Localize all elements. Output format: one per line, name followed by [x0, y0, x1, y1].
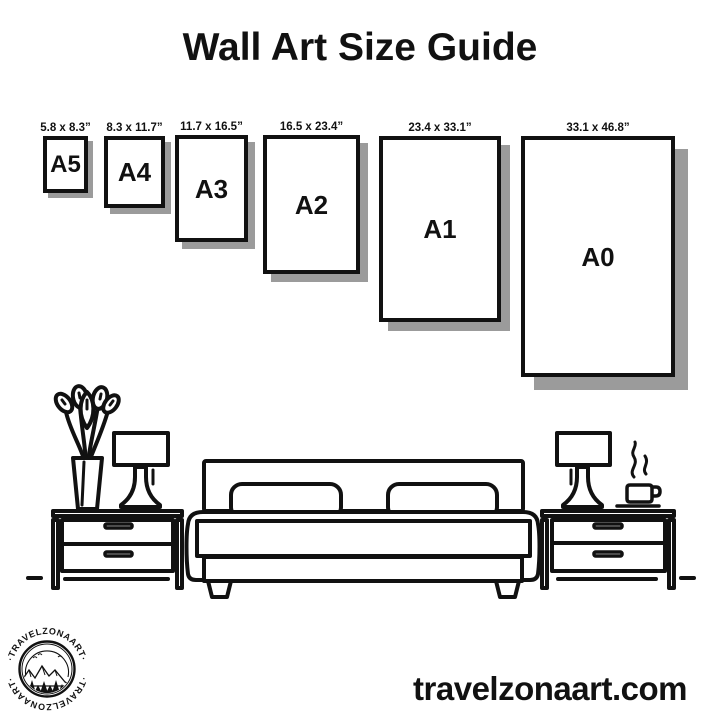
size-letter-a3: A3 — [194, 173, 229, 204]
coffee-cup-icon — [617, 442, 660, 506]
size-letter-a1: A1 — [423, 214, 457, 244]
page-title: Wall Art Size Guide — [182, 26, 538, 69]
size-dims-label-a0: 33.1 x 46.8” — [566, 122, 630, 134]
left-nightstand-icon — [53, 511, 182, 588]
website-url: travelzonaart.com — [413, 670, 687, 707]
size-dims-label-a1: 23.4 x 33.1” — [408, 122, 472, 134]
left-lamp-icon — [114, 433, 168, 507]
size-dims-label-a3: 11.7 x 16.5” — [180, 121, 243, 133]
logo-ring — [20, 642, 75, 697]
size-letter-a2: A2 — [294, 189, 329, 220]
plant-icon — [52, 385, 121, 509]
size-dims-label-a2: 16.5 x 23.4” — [279, 121, 344, 133]
brand-logo — [2, 624, 92, 714]
size-letter-a4: A4 — [117, 157, 152, 187]
size-dims-label-a4: 8.3 x 11.7” — [106, 122, 163, 134]
logo-text-top: ·TRAVELZONAART· — [5, 625, 89, 662]
size-dims-label-a5: 5.8 x 8.3” — [40, 122, 91, 134]
right-lamp-icon — [557, 433, 610, 507]
right-nightstand-icon — [542, 511, 674, 588]
size-letter-a0: A0 — [581, 241, 615, 272]
logo-text-bottom: ·TRAVELZONAART· — [5, 676, 89, 713]
size-letter-a5: A5 — [50, 150, 81, 178]
bed-icon — [187, 461, 540, 597]
